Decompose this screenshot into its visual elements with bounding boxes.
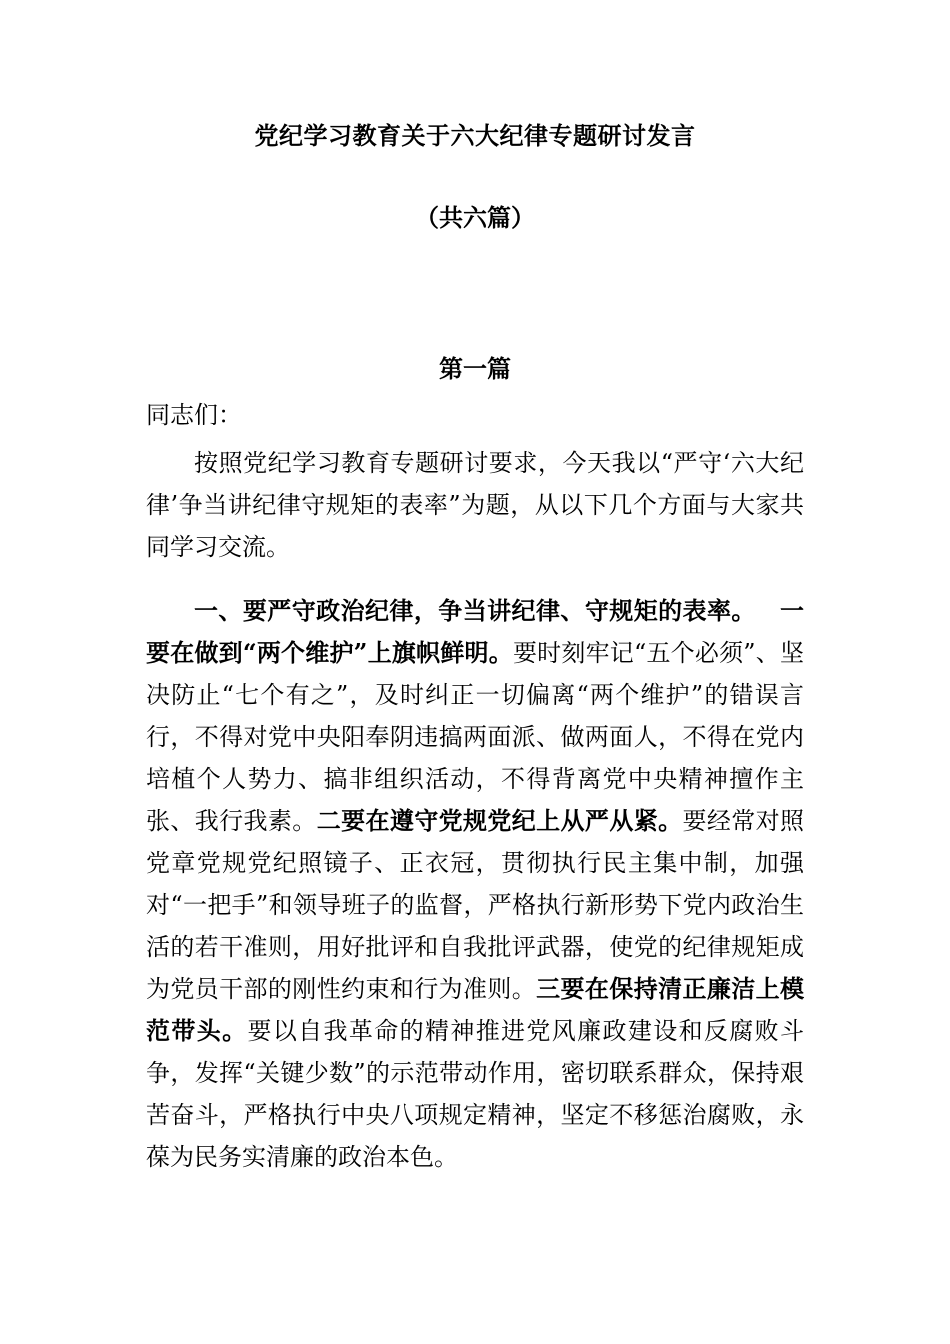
intro-paragraph: 按照党纪学习教育专题研讨要求，今天我以“严守‘六大纪律’争当讲纪律守规矩的表率”为题，从以下几个方面与大家共同学习交流。 <box>146 449 804 561</box>
point-one-title: 一要在做到“两个维护”上旗帜鲜明。 <box>146 596 804 667</box>
point-three-text: 要以自我革命的精神推进党风廉政建设和反腐败斗争，发挥“关键少数”的示范带动作用，密切联系群众，保持艰苦奋斗，严格执行中央八项规定精神，坚定不移惩治腐败，永葆为民务实清廉的政治本色。 <box>146 1017 805 1171</box>
section-one-paragraph <box>146 590 804 1178</box>
document-title: 党纪学习教育关于六大纪律专题研讨发言 <box>254 121 696 150</box>
point-two-text: 要经常对照党章党规党纪照镜子、正衣冠，贯彻执行民主集中制，加强对“一把手”和领导班子的监督，严格执行新形势下党内政治生活的若干准则，用好批评和自我批评武器，使党的纪律规矩成为党员干部的刚性约束和行为准则。 <box>146 807 805 1003</box>
document-subtitle: （共六篇） <box>415 203 535 232</box>
point-two-title: 二要在遵守党规党纪上从严从紧。 <box>316 806 683 835</box>
section-heading: 一、要严守政治纪律，争当讲纪律、守规矩的表率。 <box>194 596 756 625</box>
point-three-title: 三要在保持清正廉洁上模范带头。 <box>146 974 805 1045</box>
point-one-text: 要时刻牢记“五个必须”、坚决防止“七个有之”，及时纠正一切偏离“两个维护”的错误言行，不得对党中央阳奉阴违搞两面派、做两面人，不得在党内培植个人势力、搞非组织活动，不得背离党中央精神擅作主张、我行我素。 <box>146 639 804 835</box>
greeting: 同志们： <box>146 401 242 429</box>
section-title: 第一篇 <box>439 354 511 383</box>
